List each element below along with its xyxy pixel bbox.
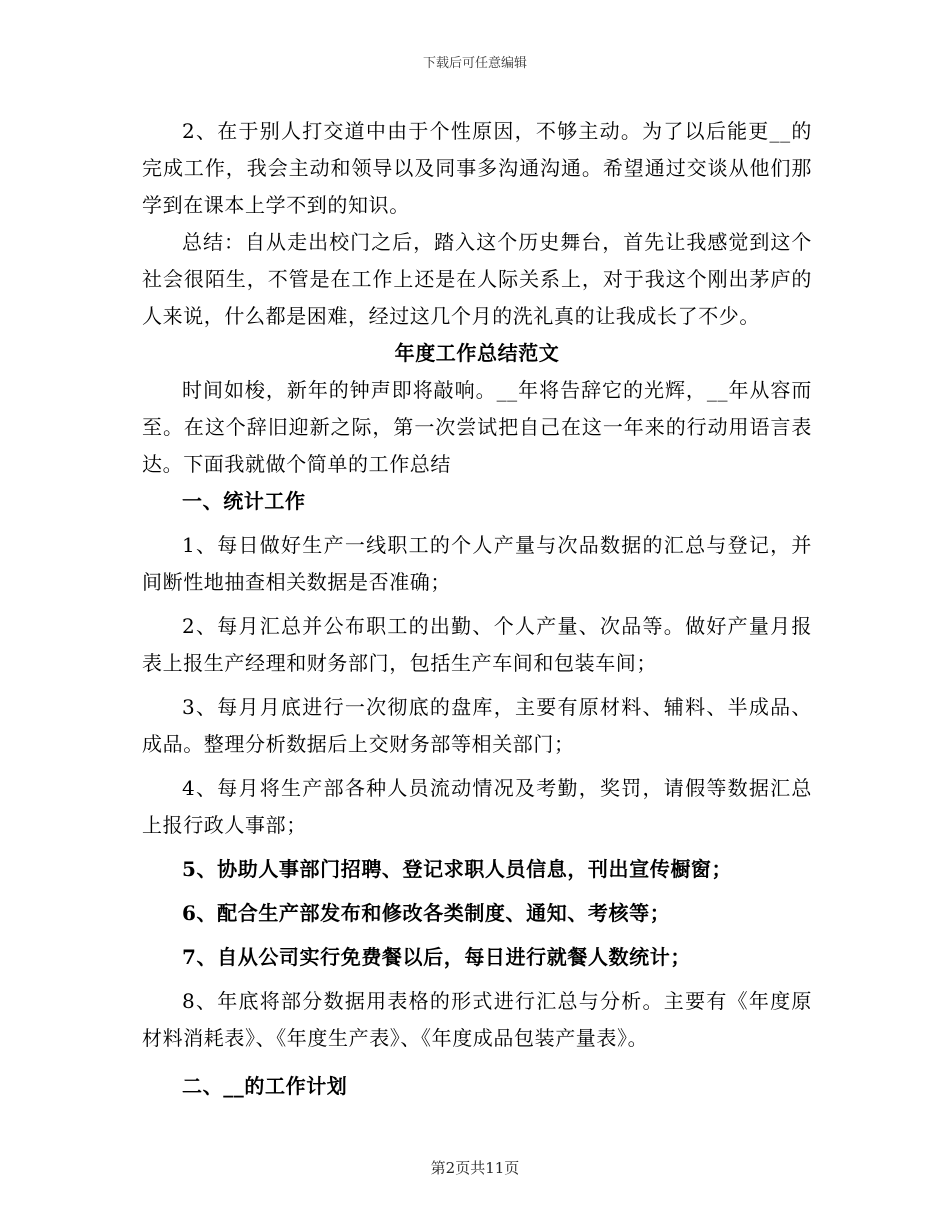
document-body	[142, 113, 812, 1105]
list-item-8: 8、年底将部分数据用表格的形式进行汇总与分析。主要有《年度原材料消耗表》、《年度生产表》、《年度成品包装产量表》。	[142, 989, 812, 1050]
heading-work-plan: 二、__的工作计划	[182, 1074, 348, 1098]
list-item-4: 4、每月将生产部各种人员流动情况及考勤，奖罚，请假等数据汇总上报行政人事部；	[142, 776, 812, 837]
page-header: 下载后可任意编辑	[422, 56, 527, 71]
paragraph-summary: 总结：自从走出校门之后，踏入这个历史舞台，首先让我感觉到这个社会很陌生，不管是在工作上还是在人际关系上，对于我这个刚出茅庐的人来说，什么都是困难，经过这几个月的洗礼真的让我成长了不少。	[142, 230, 812, 328]
heading-statistics: 一、统计工作	[182, 489, 306, 513]
list-item-5: 5、协助人事部门招聘、登记求职人员信息，刊出宣传橱窗；	[182, 857, 733, 881]
page-footer: 第2页共11页	[430, 1159, 520, 1177]
list-item-7: 7、自从公司实行免费餐以后，每日进行就餐人数统计；	[182, 945, 691, 969]
paragraph-communication: 2、在于别人打交道中由于个性原因，不够主动。为了以后能更__的完成工作，我会主动和领导以及同事多沟通沟通。希望通过交谈从他们那学到在课本上学不到的知识。	[142, 119, 812, 217]
paragraph-intro: 时间如梭，新年的钟声即将敲响。__年将告辞它的光辉，__年从容而至。在这个辞旧迎新之际，第一次尝试把自己在这一年来的行动用语言表达。下面我就做个简单的工作总结	[142, 378, 812, 476]
list-item-3: 3、每月月底进行一次彻底的盘库，主要有原材料、辅料、半成品、成品。整理分析数据后上交财务部等相关部门；	[142, 695, 812, 756]
list-item-2: 2、每月汇总并公布职工的出勤、个人产量、次品等。做好产量月报表上报生产经理和财务部门，包括生产车间和包装车间；	[142, 614, 812, 675]
list-item-1: 1、每日做好生产一线职工的个人产量与次品数据的汇总与登记，并间断性地抽查相关数据是否准确；	[142, 533, 812, 594]
list-item-6: 6、配合生产部发布和修改各类制度、通知、考核等；	[182, 901, 671, 925]
section-title: 年度工作总结范文	[394, 341, 560, 365]
